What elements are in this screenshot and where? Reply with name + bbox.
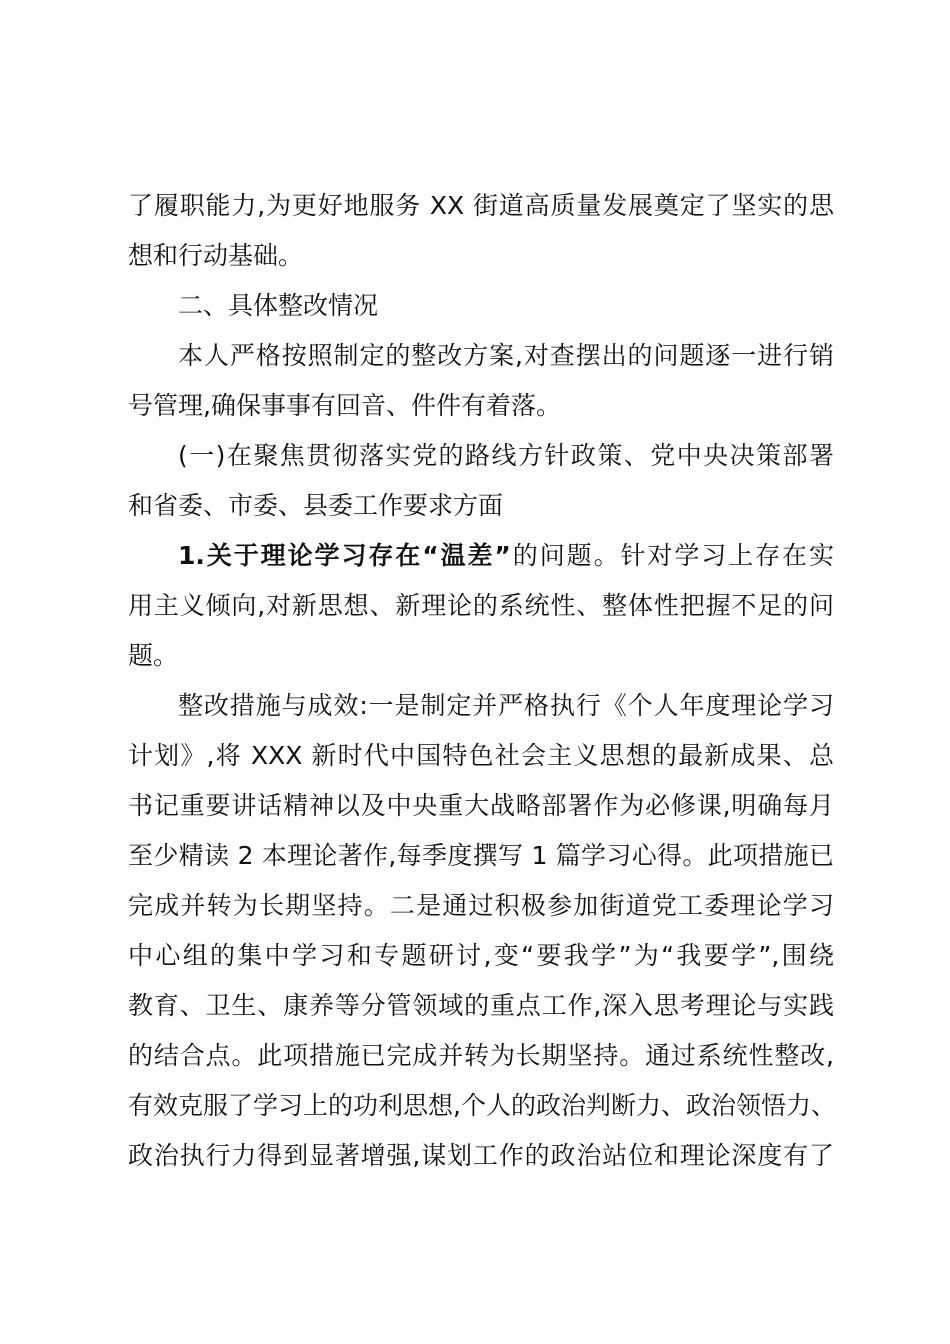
subsection-heading: (一)在聚焦贯彻落实党的路线方针政策、党中央决策部署 [178,441,834,470]
document-body [128,181,834,1181]
paragraph-line: 整改措施与成效:一是制定并严格执行《个人年度理论学习 [178,691,834,720]
paragraph-line: 至少精读 2 本理论著作,每季度撰写 1 篇学习心得。此项措施已 [128,841,834,870]
paragraph-line: 的结合点。此项措施已完成并转为长期坚持。通过系统性整改, [128,1041,834,1070]
paragraph-line: 号管理,确保事事有回音、件件有着落。 [128,391,561,420]
paragraph-line: 用主义倾向,对新思想、新理论的系统性、整体性把握不足的问 [128,591,834,620]
paragraph-line: 了履职能力,为更好地服务 XX 街道高质量发展奠定了坚实的思 [128,191,834,220]
paragraph-line: 政治执行力得到显著增强,谋划工作的政治站位和理论深度有了 [128,1141,834,1170]
section-heading: 二、具体整改情况 [178,291,379,320]
paragraph-line: 想和行动基础。 [128,241,304,270]
paragraph-line: 中心组的集中学习和专题研讨,变“要我学”为“我要学”,围绕 [128,941,834,970]
issue-heading-bold: 1.关于理论学习存在“温差” [178,541,511,570]
paragraph-line: 本人严格按照制定的整改方案,对查摆出的问题逐一进行销 [178,341,834,370]
issue-heading-rest: 的问题。针对学习上存在实 [510,541,834,570]
paragraph-line: 书记重要讲话精神以及中央重大战略部署作为必修课,明确每月 [128,791,834,820]
paragraph-line: 有效克服了学习上的功利思想,个人的政治判断力、政治领悟力、 [128,1091,836,1120]
issue-heading-line [128,531,834,581]
subsection-heading: 和省委、市委、县委工作要求方面 [128,491,504,520]
paragraph-line: 题。 [128,641,179,670]
paragraph-line: 完成并转为长期坚持。二是通过积极参加街道党工委理论学习 [128,891,834,920]
paragraph-line: 计划》,将 XXX 新时代中国特色社会主义思想的最新成果、总 [128,741,834,770]
paragraph-line: 教育、卫生、康养等分管领域的重点工作,深入思考理论与实践 [128,991,834,1020]
